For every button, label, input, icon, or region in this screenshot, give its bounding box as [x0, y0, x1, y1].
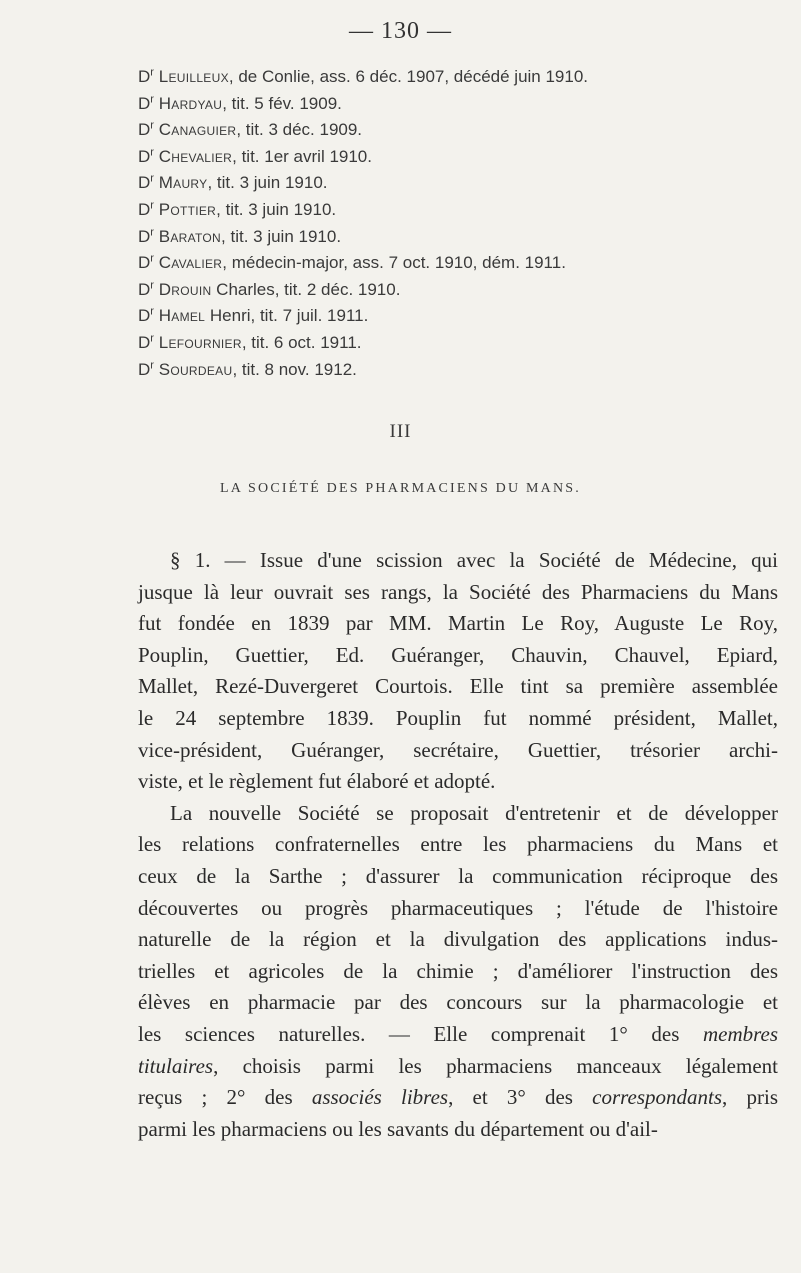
section-number: III	[389, 421, 412, 442]
member-details: , de Conlie, ass. 6 déc. 1907, décédé juin 1910.	[228, 67, 589, 86]
text-line: trielles et agricoles de la chimie ; d'améliorer l'instruction des	[138, 958, 778, 983]
text-line: jusque là leur ouvrait ses rangs, la Société des Pharmaciens du Mans	[138, 579, 778, 604]
doctor-abbrev: $D^r$	[138, 119, 154, 140]
italic-term: membres	[702, 1021, 778, 1046]
doctor-abbrev: $D^r$	[138, 305, 154, 326]
member-details: , tit. 3 juin 1910.	[207, 173, 328, 193]
doctor-abbrev: $D^r$	[138, 252, 154, 273]
doctor-abbrev: $D^r$	[138, 358, 154, 379]
section-title: LA SOCIÉTÉ DES PHARMACIENS DU MANS.	[220, 481, 581, 496]
doctor-abbrev: $D^r$	[138, 225, 154, 246]
member-name: Sourdeau	[158, 359, 233, 379]
member-name: Baraton	[158, 226, 222, 246]
member-details: , tit. 1er avril 1910.	[232, 146, 372, 166]
member-name: Pottier	[158, 199, 217, 219]
list-item	[138, 303, 778, 330]
member-name: Hamel	[158, 306, 206, 326]
text-line: vice-président, Guéranger, secrétaire, Guettier, trésorier archi-	[138, 737, 778, 762]
member-details: , médecin-major, ass. 7 oct. 1910, dém. 1911.	[222, 253, 566, 273]
member-name: Lefournier	[158, 332, 242, 352]
text-line: § 1. — Issue d'une scission avec la Société de Médecine, qui	[170, 548, 778, 572]
member-name: Cavalier	[158, 253, 223, 273]
text-line: découvertes ou progrès pharmaceutiques ; l'étude de l'histoire	[138, 895, 778, 920]
text-line: titulaires, choisis parmi les pharmaciens manceaux légalement	[138, 1053, 778, 1078]
body-text	[138, 545, 778, 1145]
text-line: les sciences naturelles. — Elle comprenait 1° des membres	[138, 1021, 778, 1046]
member-details: , tit. 5 fév. 1909.	[222, 93, 342, 113]
text-line: le 24 septembre 1839. Pouplin fut nommé président, Mallet,	[138, 705, 778, 730]
text-line: les relations confraternelles entre les pharmaciens du Mans et	[138, 832, 778, 857]
text-line: parmi les pharmaciens ou les savants du département ou d'ail-	[138, 1116, 658, 1141]
list-item	[138, 250, 778, 277]
doctor-abbrev: $D^r$	[138, 66, 154, 86]
doctor-abbrev: $D^r$	[138, 332, 154, 352]
member-details: Charles, tit. 2 déc. 1910.	[211, 279, 401, 299]
list-item	[138, 224, 778, 251]
member-name: Chevalier	[158, 146, 233, 166]
member-details: , tit. 3 juin 1910.	[221, 226, 342, 246]
list-item	[138, 277, 778, 304]
doctor-abbrev: $D^r$	[138, 172, 154, 193]
list-item	[138, 91, 778, 118]
text-line: viste, et le règlement fut élaboré et adopté.	[138, 769, 496, 794]
member-name: Hardyau	[158, 93, 223, 113]
doctor-abbrev: $D^r$	[138, 146, 154, 166]
italic-term: titulaires	[138, 1053, 214, 1078]
list-item	[138, 330, 778, 357]
text-line: La nouvelle Société se proposait d'entretenir et de développer	[170, 800, 778, 825]
italic-term: associés libres	[311, 1085, 449, 1110]
text-line: Pouplin, Guettier, Ed. Guéranger, Chauvin, Chauvel, Epiard,	[138, 642, 778, 667]
list-item	[138, 117, 778, 144]
text-line: ceux de la Sarthe ; d'assurer la communication réciproque des	[138, 863, 778, 888]
member-details: Henri, tit. 7 juil. 1911.	[205, 306, 369, 326]
text-line: Mallet, Rezé-Duvergeret Courtois. Elle tint sa première assemblée	[138, 674, 778, 699]
text-line: reçus ; 2° des associés libres, et 3° des correspondants, pris	[138, 1085, 778, 1110]
member-name: Canaguier	[158, 120, 237, 140]
list-item	[138, 144, 778, 171]
member-details: , tit. 3 juin 1910.	[216, 199, 337, 219]
member-details: , tit. 3 déc. 1909.	[236, 120, 363, 140]
member-details: , tit. 6 oct. 1911.	[241, 332, 362, 352]
list-item	[138, 170, 778, 197]
page-number: — 130 —	[349, 18, 452, 44]
doctor-abbrev: $D^r$	[138, 92, 154, 113]
italic-term: correspondants	[592, 1085, 723, 1110]
doctor-abbrev: $D^r$	[138, 199, 154, 219]
member-details: , tit. 8 nov. 1912.	[232, 359, 357, 379]
member-name: Drouin	[158, 279, 212, 299]
doctor-abbrev: $D^r$	[138, 279, 154, 299]
member-list	[138, 64, 778, 383]
list-item	[138, 64, 778, 91]
text-line: élèves en pharmacie par des concours sur la pharmacologie et	[138, 990, 778, 1015]
list-item	[138, 357, 778, 384]
text-line: fut fondée en 1839 par MM. Martin Le Roy, Auguste Le Roy,	[138, 611, 778, 636]
list-item	[138, 197, 778, 224]
text-line: naturelle de la région et la divulgation des applications indus-	[138, 927, 778, 952]
member-name: Maury	[158, 173, 208, 193]
member-name: Leuilleux	[158, 67, 229, 86]
